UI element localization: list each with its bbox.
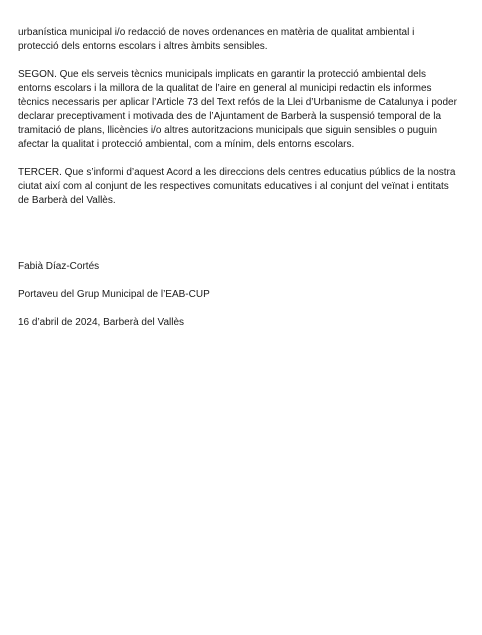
signatory-name: Fabià Díaz-Cortés	[18, 261, 100, 272]
paragraph-tercer: TERCER. Que s’informi d’aquest Acord a les direccions dels centres educatius públics de la nostra ciutat així com al conjunt de les respectives comunitats educatives i al conjunt del veïnat i entitats de Barberà del Vallès.	[18, 167, 456, 206]
document-page	[18, 26, 468, 344]
signature-block	[18, 246, 468, 344]
signatory-role: Portaveu del Grup Municipal de l’EAB-CUP	[18, 289, 210, 300]
signature-date-place: 16 d’abril de 2024, Barberà del Vallès	[18, 317, 185, 328]
paragraph-segon: SEGON. Que els serveis tècnics municipals implicats en garantir la protecció ambiental dels entorns escolars i la millora de la qualitat de l’aire en general al municipi redactin els informes tècnics necessaris per aplicar l’Article 73 del Text refós de la Llei d’Urbanisme de Catalunya i poder declarar preceptivament i motivada des de l’Ajuntament de Barberà la suspensió temporal de la tramitació de plans, llicències i/o altres autoritzacions municipals que siguin sensibles o puguin afectar la qualitat i protecció ambiental, com a mínim, dels entorns escolars.	[18, 69, 457, 150]
paragraph-intro-continuation: urbanística municipal i/o redacció de noves ordenances en matèria de qualitat ambiental i protecció dels entorns escolars i altres àmbits sensibles.	[18, 27, 415, 52]
